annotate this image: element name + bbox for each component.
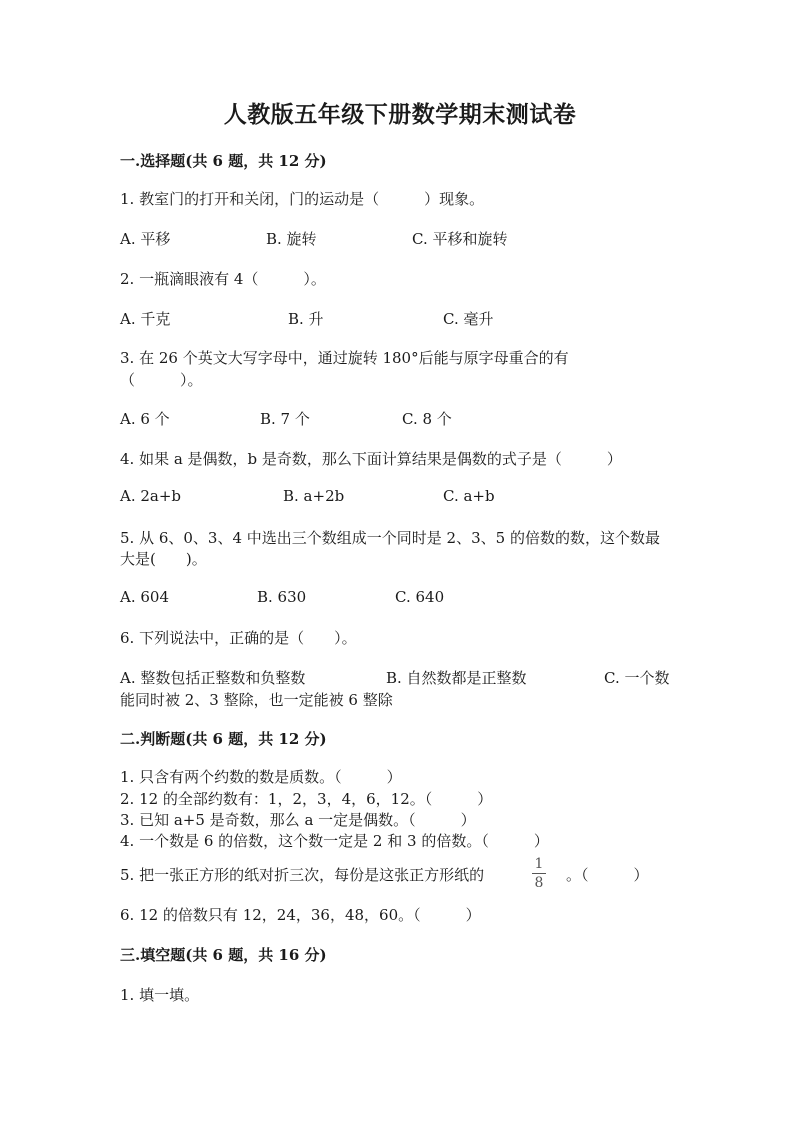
choice-q1-option-b: B. 旋转 [266,230,317,248]
choice-q3-option-b: B. 7 个 [260,410,310,428]
judge-q6: 6. 12 的倍数只有 12，24，36，48，60。（ ） [120,906,481,924]
choice-q5-stem: 5. 从 6、0、3、4 中选出三个数组成一个同时是 2、3、5 的倍数的数，这个数最 [120,529,660,547]
judge-q5-suffix: 。（ ） [566,866,649,884]
fill-q1: 1. 填一填。 [120,986,200,1004]
choice-q2-option-c: C. 毫升 [443,310,494,328]
choice-q5-option-a: A. 604 [120,588,169,606]
choice-q3-option-a: A. 6 个 [120,410,170,428]
choice-q3-option-c: C. 8 个 [402,410,452,428]
choice-q2-option-a: A. 千克 [120,310,171,328]
choice-q5-option-b: B. 630 [257,588,307,606]
choice-q4-option-c: C. a+b [443,487,495,505]
choice-q6-option-b: B. 自然数都是正整数 [386,669,527,687]
judge-q5-fraction [532,856,546,891]
choice-q6-option-a: A. 整数包括正整数和负整数 [120,669,306,687]
section-heading-choice: 一.选择题(共 6 题，共 12 分) [120,152,327,170]
choice-q1-stem: 1. 教室门的打开和关闭，门的运动是（ ）现象。 [120,190,485,208]
choice-q2-option-b: B. 升 [288,310,324,328]
choice-q6-option-c-cont: 能同时被 2、3 整除，也一定能被 6 整除 [120,691,393,709]
choice-q1-option-c: C. 平移和旋转 [412,230,508,248]
choice-q4-option-b: B. a+2b [283,487,345,505]
section-heading-judge: 二.判断题(共 6 题，共 12 分) [120,730,327,748]
judge-q4: 4. 一个数是 6 的倍数，这个数一定是 2 和 3 的倍数。（ ） [120,832,549,850]
choice-q3-stem-cont: （ ）。 [120,371,203,389]
judge-q1: 1. 只含有两个约数的数是质数。（ ） [120,768,402,786]
choice-q6-stem: 6. 下列说法中，正确的是（ ）。 [120,629,357,647]
judge-q3: 3. 已知 a+5 是奇数，那么 a 一定是偶数。（ ） [120,811,476,829]
choice-q2-stem: 2. 一瓶滴眼液有 4（ ）。 [120,270,326,288]
judge-q5-text: 5. 把一张正方形的纸对折三次，每份是这张正方形纸的 [120,866,485,884]
choice-q5-option-c: C. 640 [395,588,445,606]
choice-q1-option-a: A. 平移 [120,230,171,248]
page-title: 人教版五年级下册数学期末测试卷 [223,101,577,128]
choice-q5-stem-cont: 大是( )。 [120,550,207,568]
judge-q2: 2. 12 的全部约数有：1，2，3，4，6，12。（ ） [120,790,493,808]
fraction-bar [532,873,546,874]
choice-q4-option-a: A. 2a+b [120,487,182,505]
fraction-denominator: 8 [534,875,544,891]
section-heading-fill: 三.填空题(共 6 题，共 16 分) [120,946,327,964]
fraction-numerator: 1 [534,856,544,872]
choice-q4-stem: 4. 如果 a 是偶数，b 是奇数，那么下面计算结果是偶数的式子是（ ） [120,450,622,468]
choice-q3-stem: 3. 在 26 个英文大写字母中，通过旋转 180°后能与原字母重合的有 [120,349,569,367]
choice-q6-option-c: C. 一个数 [604,669,670,687]
